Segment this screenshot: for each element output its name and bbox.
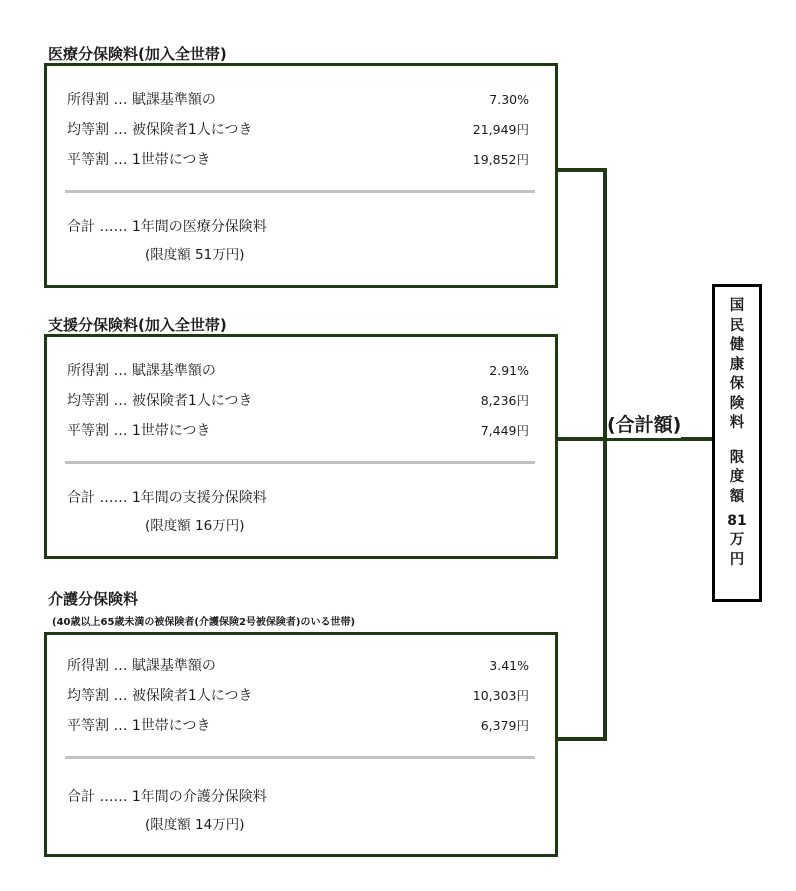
- row-value: 21,949円: [472, 122, 529, 137]
- medical-premium-box: [44, 63, 558, 288]
- sum-label: (合計額): [607, 414, 682, 436]
- per-person-row: [67, 686, 529, 706]
- row-label: 均等割 … 被保険者1人につき: [67, 122, 253, 138]
- income-rate-row: [67, 90, 529, 110]
- row-label: 平等割 … 1世帯につき: [67, 423, 211, 439]
- total-label: 合計 …… 1年間の医療分保険料: [67, 219, 267, 235]
- section-subtitle-care: (40歳以上65歳未満の被保険者(介護保険2号被保険者)のいる世帯): [52, 617, 356, 628]
- row-label: 均等割 … 被保険者1人につき: [67, 393, 253, 409]
- row-value: 10,303円: [472, 688, 529, 703]
- total-label: 合計 …… 1年間の介護分保険料: [67, 789, 267, 805]
- row-value: 3.41%: [489, 658, 529, 673]
- result-limit-char: 限: [729, 449, 745, 466]
- row-label: 所得割 … 賦課基準額の: [67, 92, 216, 108]
- section-title-care: 介護分保険料: [48, 590, 139, 608]
- row-value: 2.91%: [489, 363, 529, 378]
- connector-medical: [555, 168, 607, 172]
- row-value: 7.30%: [489, 92, 529, 107]
- result-title-char: 康: [729, 356, 745, 373]
- result-title-char: 国: [729, 298, 745, 314]
- result-amount-unit: 円: [729, 551, 745, 568]
- total-label: 合計 …… 1年間の支援分保険料: [67, 490, 267, 506]
- per-household-row: [67, 421, 529, 441]
- per-household-row: [67, 716, 529, 736]
- row-label: 所得割 … 賦課基準額の: [67, 363, 216, 379]
- row-value: 7,449円: [480, 423, 529, 438]
- connector-vertical-bracket: [603, 168, 607, 741]
- result-title-char: 険: [729, 395, 745, 412]
- row-label: 均等割 … 被保険者1人につき: [67, 688, 253, 704]
- total-limit-box: [712, 284, 762, 602]
- row-value: 6,379円: [480, 718, 529, 733]
- result-title-char: 健: [729, 337, 745, 353]
- separator-line: [65, 190, 535, 193]
- care-premium-box: [44, 632, 558, 857]
- result-title-char: 民: [729, 317, 745, 334]
- connector-support: [555, 437, 607, 441]
- result-limit-char: 度: [729, 469, 745, 485]
- result-limit-char: 額: [729, 488, 745, 505]
- result-title-char: 料: [729, 415, 745, 431]
- support-premium-box: [44, 334, 558, 559]
- row-label: 平等割 … 1世帯につき: [67, 152, 211, 168]
- result-title-char: 保: [729, 376, 745, 392]
- connector-care: [555, 737, 607, 741]
- per-person-row: [67, 120, 529, 140]
- income-rate-row: [67, 361, 529, 381]
- row-label: 平等割 … 1世帯につき: [67, 718, 211, 734]
- limit-label: (限度額 16万円): [145, 518, 245, 534]
- row-value: 8,236円: [480, 393, 529, 408]
- per-person-row: [67, 391, 529, 411]
- row-label: 所得割 … 賦課基準額の: [67, 658, 216, 674]
- row-value: 19,852円: [472, 152, 529, 167]
- income-rate-row: [67, 656, 529, 676]
- limit-label: (限度額 51万円): [145, 247, 245, 263]
- per-household-row: [67, 150, 529, 170]
- result-amount-unit: 万: [729, 532, 745, 548]
- section-title-medical: 医療分保険料(加入全世帯): [48, 45, 227, 63]
- result-amount-number: 81: [727, 513, 747, 529]
- limit-label: (限度額 14万円): [145, 817, 245, 833]
- separator-line: [65, 461, 535, 464]
- separator-line: [65, 756, 535, 759]
- section-title-support: 支援分保険料(加入全世帯): [48, 316, 227, 334]
